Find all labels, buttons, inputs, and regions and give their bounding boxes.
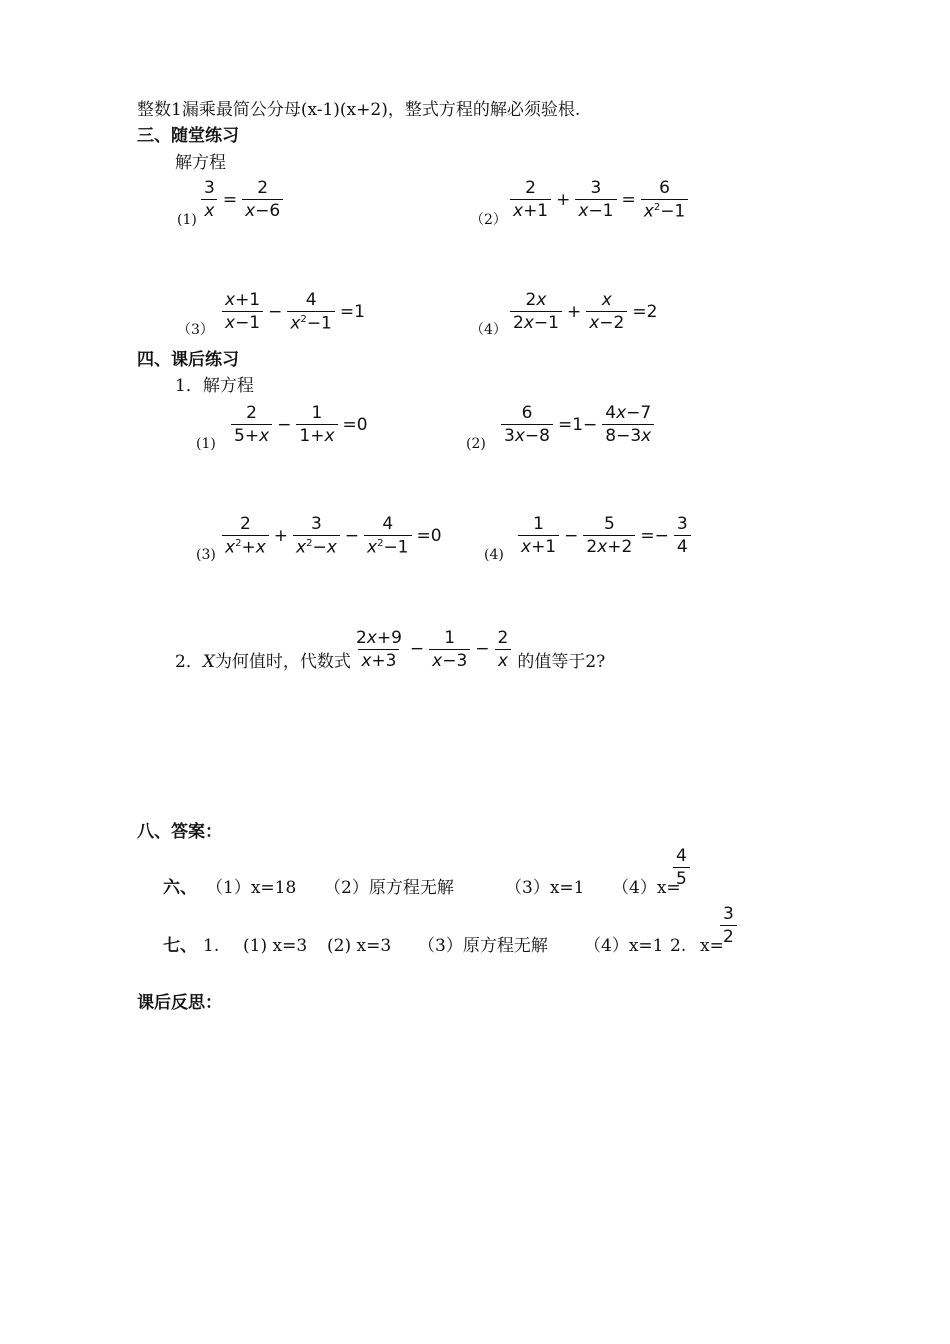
answer7-4: （4）x=1: [584, 936, 664, 956]
answer7-1: (1) x=3: [243, 936, 308, 956]
answer6-3: （3）x=1: [505, 878, 585, 898]
q2-suffix: 的值等于2?: [517, 652, 606, 672]
s3-item1-label: (1): [177, 212, 197, 228]
s4-item2-label: (2): [466, 436, 486, 452]
q2-prefix: 2．: [175, 652, 203, 672]
section4-heading: 四、课后练习: [137, 350, 239, 370]
s4-item3-label: (3): [196, 547, 216, 563]
s3-equation-2: $\frac{2}{x+1}$ + $\frac{3}{x-1}$ = $\frac{6}{x^2-1}$: [508, 180, 690, 221]
s4-item1-label: (1): [196, 436, 216, 452]
s4-equation-1: $\frac{2}{5+x}$ − $\frac{1}{1+x}$ =0: [229, 405, 371, 445]
answers-row7-label: 七、: [163, 936, 197, 956]
q2-mid-text: 为何值时，代数式: [214, 652, 351, 672]
s4-item4-label: (4): [484, 547, 504, 563]
reflection-heading: 课后反思：: [137, 993, 222, 1013]
answer6-2: （2）原方程无解: [324, 878, 454, 898]
s3-item2-label: （2）: [470, 212, 507, 228]
s3-equation-4: $\frac{2x}{2x-1}$ + $\frac{x}{x-2}$ =2: [508, 292, 660, 332]
s3-equation-3: $\frac{x+1}{x-1}$ − $\frac{4}{x^2-1}$ =1: [220, 292, 368, 333]
answer6-1: （1）x=18: [206, 878, 297, 898]
q2-expression: $\frac{2x+9}{x+3}$ − $\frac{1}{x-3}$ − $\frac{2}{x}$: [351, 630, 513, 670]
section3-instruction: 解方程: [175, 153, 226, 173]
s4-equation-3: $\frac{2}{x^2+x}$ + $\frac{3}{x^2-x}$ − $\frac{4}{x^2-1}$ =0: [220, 516, 445, 557]
q2-variable: X: [202, 652, 215, 672]
s4-equation-2: $\frac{6}{3x-8}$ =1− $\frac{4x-7}{8-3x}$: [499, 405, 656, 445]
answer6-4-fraction: $\frac{4}{5}$: [671, 848, 692, 888]
answer7-3: （3）原方程无解: [418, 936, 548, 956]
answer7-q2-fraction: $\frac{3}{2}$: [718, 906, 739, 946]
answers-heading: 八、答案：: [137, 822, 222, 842]
section4-q1: 1．解方程: [175, 376, 254, 396]
s4-question-2: [175, 627, 606, 672]
answer7-num: 1.: [203, 936, 220, 956]
answer6-4: （4）x=: [612, 878, 681, 898]
answer7-q2-num: 2.: [670, 936, 687, 956]
s3-equation-1: $\frac{3}{x}$ = $\frac{2}{x-6}$: [199, 180, 285, 220]
answers-row6-label: 六、: [163, 878, 197, 898]
s4-equation-4: $\frac{1}{x+1}$ − $\frac{5}{2x+2}$ =− $\frac{3}{4}$: [516, 516, 693, 556]
s3-item4-label: （4）: [470, 322, 507, 338]
s3-item3-label: （3）: [177, 322, 214, 338]
section3-heading: 三、随堂练习: [137, 126, 239, 146]
answer7-2: (2) x=3: [327, 936, 392, 956]
answer7-q2: x=: [700, 936, 724, 956]
intro-line: 整数1漏乘最简公分母(x-1)(x+2)，整式方程的解必须验根.: [137, 100, 581, 120]
